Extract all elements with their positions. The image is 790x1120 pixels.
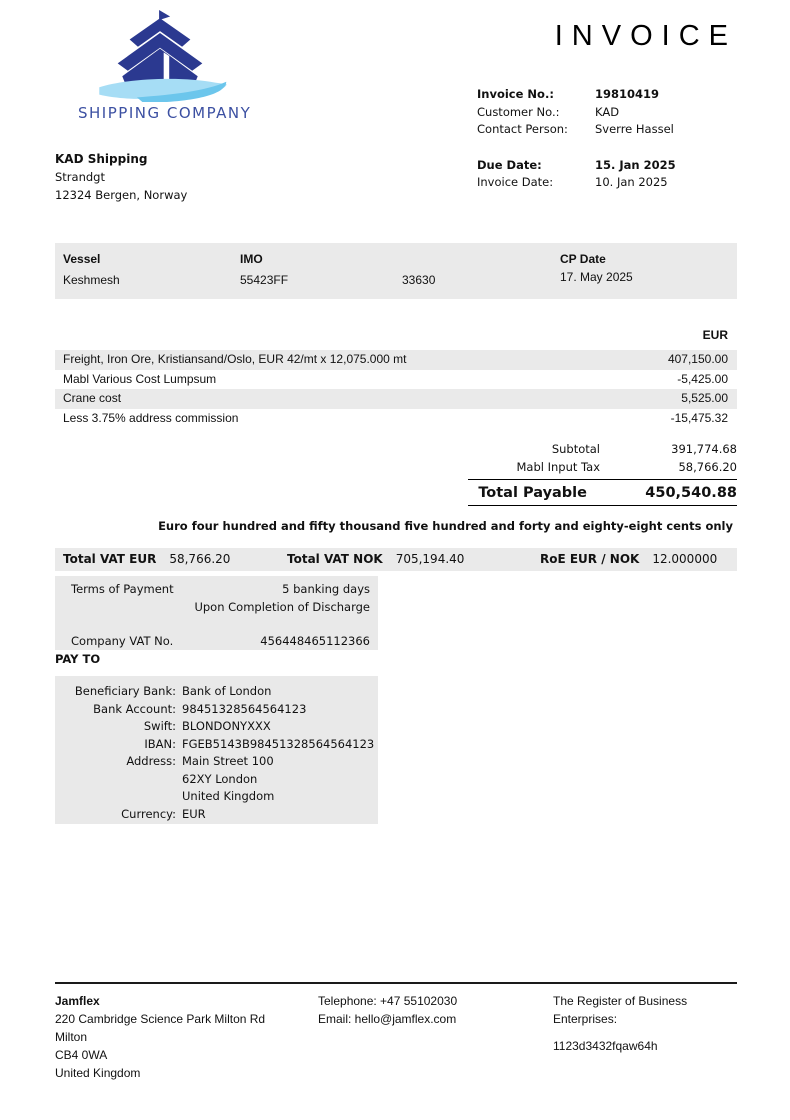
customer-no-label: Customer No.: [477, 104, 560, 119]
total-payable-label: Total Payable [478, 485, 587, 501]
footer-address-line3: CB4 0WA [55, 1048, 108, 1062]
footer-register-block [553, 992, 705, 1055]
total-payable-row [468, 479, 737, 506]
item-amount: -15,475.32 [670, 410, 728, 425]
roe-label: RoE EUR / NOK [540, 552, 640, 566]
address-value-line2: 62XY London [182, 771, 258, 786]
input-tax-value: 58,766.20 [678, 459, 737, 474]
footer-contact-block [318, 992, 548, 1028]
iban-label: IBAN: [144, 736, 176, 751]
pay-to-box [55, 676, 378, 824]
pay-to-row [55, 788, 378, 806]
footer-register-number: 1123d3432fqaw64h [553, 1039, 658, 1053]
terms-of-payment-line1: 5 banking days [282, 582, 370, 596]
iban-value: FGEB5143B98451328564564123 [182, 736, 375, 751]
vessel-table [55, 243, 737, 299]
due-date-value: 15. Jan 2025 [595, 157, 676, 172]
terms-of-payment-line2: Upon Completion of Discharge [194, 599, 370, 614]
currency-value: EUR [182, 806, 206, 821]
company-vat-no-value: 456448465112366 [260, 634, 370, 648]
sender-address-line2: 12324 Bergen, Norway [55, 188, 188, 202]
pay-to-row [55, 701, 378, 719]
item-row [55, 350, 737, 370]
total-vat-nok-value: 705,194.40 [395, 552, 465, 566]
cp-date-header: CP Date [560, 252, 606, 266]
sender-address [55, 150, 187, 204]
invoice-no-value: 19810419 [595, 87, 660, 101]
currency-label: Currency: [121, 806, 176, 821]
pay-to-heading: PAY TO [55, 652, 101, 666]
total-vat-eur-value: 58,766.20 [169, 552, 231, 566]
beneficiary-bank-value: Bank of London [182, 684, 272, 698]
total-payable-value: 450,540.88 [645, 485, 737, 501]
input-tax-label: Mabl Input Tax [516, 459, 600, 474]
footer-telephone: Telephone: +47 55102030 [318, 994, 458, 1008]
imo-secondary-value: 33630 [402, 273, 436, 287]
bank-account-label: Bank Account: [93, 701, 176, 716]
total-vat-nok-label: Total VAT NOK [287, 552, 383, 566]
pay-to-row [55, 771, 378, 789]
cp-date-value: 17. May 2025 [560, 270, 633, 284]
footer-address-line4: United Kingdom [55, 1066, 141, 1080]
item-amount: 407,150.00 [667, 352, 728, 366]
address-value-line1: Main Street 100 [182, 754, 274, 768]
footer-address-line1: 220 Cambridge Science Park Milton Rd [55, 1012, 266, 1026]
roe-value: 12.000000 [652, 552, 718, 566]
bank-account-value: 98451328564564123 [182, 701, 307, 716]
pay-to-row [55, 806, 378, 824]
totals-block [468, 441, 737, 506]
imo-header: IMO [240, 252, 263, 266]
address-value-line3: United Kingdom [182, 789, 275, 803]
vessel-header: Vessel [63, 252, 101, 266]
subtotal-label: Subtotal [551, 442, 600, 456]
item-description: Mabl Various Cost Lumpsum [63, 371, 217, 386]
empty-label [55, 771, 176, 789]
footer-register-label: The Register of Business Enterprises: [553, 994, 688, 1026]
subtotal-value: 391,774.68 [671, 442, 737, 456]
footer-email: Email: hello@jamflex.com [318, 1012, 457, 1026]
sender-name: KAD Shipping [55, 152, 148, 166]
empty-label [55, 788, 176, 806]
invoice-date-value: 10. Jan 2025 [595, 175, 668, 189]
footer-company-name: Jamflex [55, 994, 100, 1008]
item-description: Crane cost [63, 391, 122, 405]
pay-to-row [55, 718, 378, 736]
vat-summary-strip [55, 548, 737, 571]
item-description: Less 3.75% address commission [63, 410, 239, 425]
invoice-no-label: Invoice No.: [477, 87, 554, 101]
vessel-value: Keshmesh [63, 273, 120, 287]
item-row [55, 389, 737, 409]
contact-person-label: Contact Person: [477, 122, 568, 136]
items-table [55, 350, 737, 428]
sender-address-line1: Strandgt [55, 170, 105, 184]
invoice-meta [477, 86, 676, 192]
pay-to-row [55, 736, 378, 754]
footer-divider [55, 982, 737, 984]
footer-company-block [55, 992, 313, 1082]
company-vat-no-label: Company VAT No. [71, 634, 174, 648]
swift-value: BLONDONYXXX [182, 719, 271, 733]
imo-value: 55423FF [240, 273, 289, 287]
item-amount: -5,425.00 [677, 371, 728, 386]
company-logo [78, 10, 252, 122]
item-row [55, 409, 737, 429]
logo-text: SHIPPING COMPANY [78, 104, 252, 122]
item-description: Freight, Iron Ore, Kristiansand/Oslo, EUR 42/mt x 12,075.000 mt [63, 352, 407, 366]
swift-label: Swift: [143, 719, 176, 733]
item-amount: 5,525.00 [681, 391, 728, 405]
invoice-date-label: Invoice Date: [477, 175, 554, 189]
amount-in-words: Euro four hundred and fifty thousand five hundred and forty and eighty-eight cents only [158, 519, 733, 533]
contact-person-value: Sverre Hassel [595, 122, 674, 136]
pay-to-row [55, 683, 378, 701]
total-vat-eur-label: Total VAT EUR [63, 552, 157, 566]
terms-of-payment-label: Terms of Payment [71, 582, 174, 596]
item-row [55, 370, 737, 390]
footer-address-line2: Milton [55, 1030, 88, 1044]
terms-box [55, 576, 378, 650]
items-currency-header: EUR [702, 328, 728, 342]
ship-icon [85, 10, 235, 102]
pay-to-row [55, 753, 378, 771]
invoice-title: INVOICE [554, 20, 737, 52]
customer-no-value: KAD [595, 104, 620, 119]
address-label: Address: [126, 754, 176, 768]
due-date-label: Due Date: [477, 157, 542, 172]
beneficiary-bank-label: Beneficiary Bank: [74, 684, 176, 698]
